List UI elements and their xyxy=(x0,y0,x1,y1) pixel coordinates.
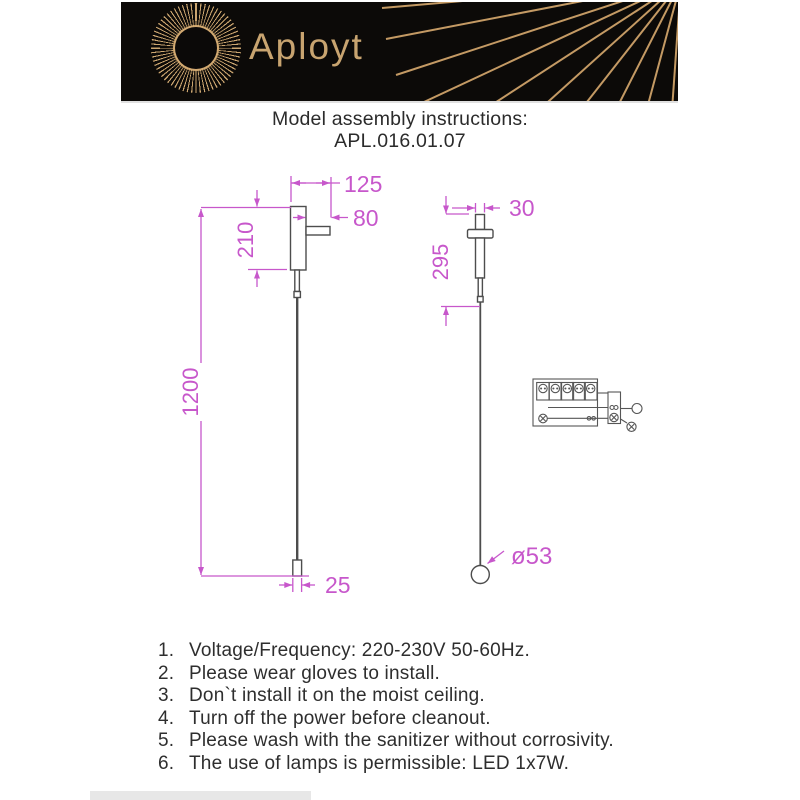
list-item-text: The use of lamps is permissible: LED 1x7W. xyxy=(189,752,570,774)
dim-label-arm-length: 80 xyxy=(353,205,379,231)
list-item xyxy=(158,753,678,776)
instructions-list xyxy=(158,640,678,776)
list-item-number: 1. xyxy=(158,640,175,661)
list-item-text: Please wear gloves to install. xyxy=(189,662,441,684)
list-item-number: 3. xyxy=(158,685,175,707)
list-item-number: 6. xyxy=(158,752,175,774)
list-item xyxy=(158,640,678,663)
page-edge-artifact xyxy=(90,791,311,800)
list-item xyxy=(158,663,678,686)
front-view xyxy=(178,171,382,598)
terminal-block-detail xyxy=(533,379,642,431)
list-item-text: Voltage/Frequency: 220-230V 50-60Hz. xyxy=(189,640,530,661)
dim-label-stem-width: 30 xyxy=(509,195,535,221)
side-view xyxy=(428,195,552,584)
dim-label-cap-width: 25 xyxy=(325,572,351,598)
list-item xyxy=(158,685,678,708)
list-item-text: Please wash with the sanitizer without corrosivity. xyxy=(189,730,614,752)
list-item-number: 5. xyxy=(158,730,175,752)
dim-label-total-height: 1200 xyxy=(178,367,203,417)
dim-label-head-height: 210 xyxy=(233,221,258,259)
brand-name: Aployt xyxy=(249,26,364,67)
dim-label-upper-section: 295 xyxy=(428,243,453,281)
list-item-text: Don`t install it on the moist ceiling. xyxy=(189,685,485,707)
list-item xyxy=(158,730,678,753)
dim-label-ball-diameter: ø53 xyxy=(511,543,553,570)
list-item-number: 4. xyxy=(158,707,175,729)
list-item xyxy=(158,708,678,731)
model-code: APL.016.01.07 xyxy=(334,130,466,152)
terminal-screws xyxy=(537,383,597,401)
list-item-number: 2. xyxy=(158,662,175,684)
dim-label-overall-width: 125 xyxy=(344,171,383,197)
list-item-text: Turn off the power before cleanout. xyxy=(189,707,491,729)
page-title: Model assembly instructions: xyxy=(272,108,528,130)
